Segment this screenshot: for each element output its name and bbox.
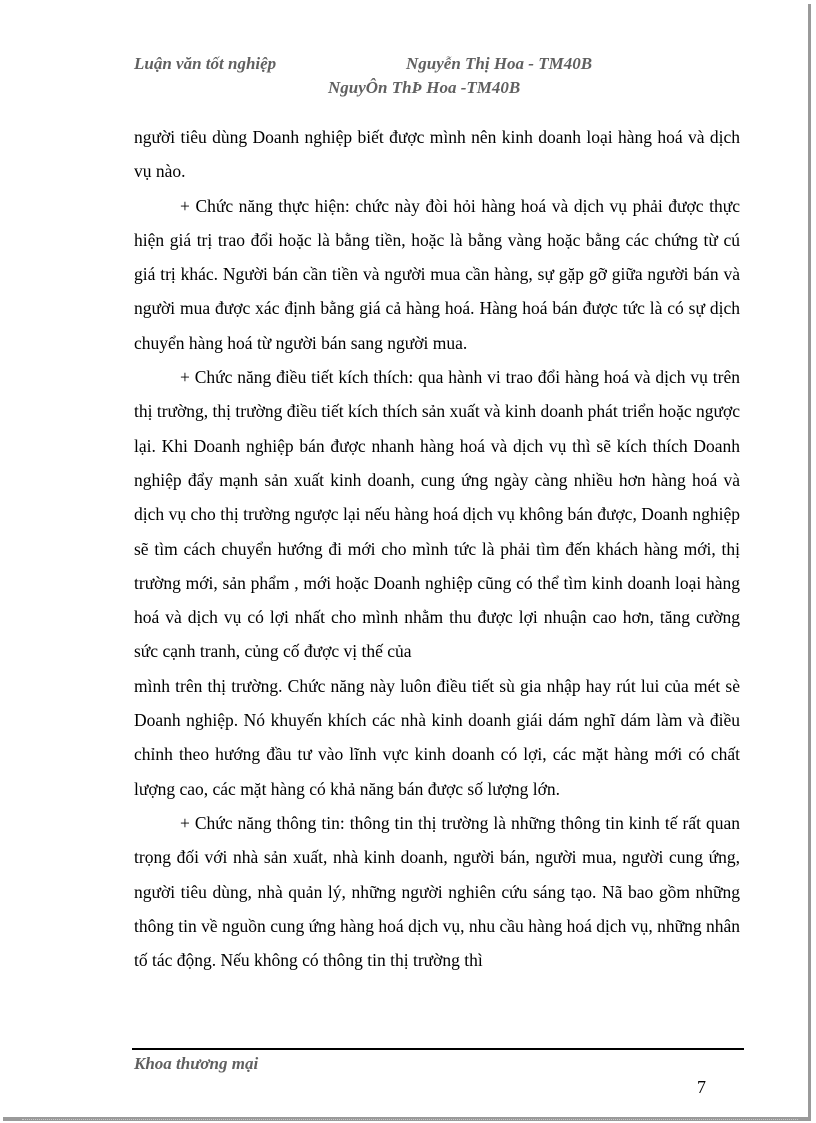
paragraph-regulation-continued: mình trên thị trường. Chức năng này luôn điều tiết sù gia nhập hay rút lui của mét sè Doanh nghiệp. Nó khuyến khích các nhà kinh doanh giái dám nghĩ dám làm và điều chỉnh theo hướng đầu tư vào lĩnh vực kinh doanh có lợi, các mặt hàng mới có chất lượng cao, các mặt hàng có khả năng bán được số lượng lớn. [134, 675, 740, 799]
paragraph-function-regulation: + Chức năng điều tiết kích thích: qua hành vi trao đổi hàng hoá và dịch vụ trên thị trường, thị trường điều tiết kích thích sản xuất và kinh doanh phát triển hoặc ngược lại. Khi Doanh nghiệp bán được nhanh hàng hoá và dịch vụ thì sẽ kích thích Doanh nghiệp đẩy mạnh sản xuất kinh doanh, cung ứng ngày càng nhiều hơn hàng hoá và dịch vụ cho thị trường ngược lại nếu hàng hoá dịch vụ không bán được, Doanh nghiệp sẽ tìm cách chuyển hướng đi mới cho mình tức là phải tìm đến khách hàng mới, thị trường mới, sản phẩm , mới hoặc Doanh nghiệp cũng có thể tìm kinh doanh loại hàng hoá và dịch vụ có lợi nhất cho mình nhằm thu được lợi nhuận cao hơn, tăng cường sức cạnh tranh, củng cố được vị thế của [134, 367, 740, 662]
header-author-garbled: NguyÔn ThÞ Hoa -TM40B [328, 78, 521, 97]
footer-faculty: Khoa thương mại [134, 1054, 259, 1073]
footer-divider [132, 1048, 744, 1050]
header-author: Nguyễn Thị Hoa - TM40B [406, 54, 593, 73]
paragraph-function-realization: + Chức năng thực hiện: chức này đòi hỏi hàng hoá và dịch vụ phải được thực hiện giá trị trao đổi hoặc là bằng tiền, hoặc là bằng vàng hoặc bằng các chứng từ cú giá trị khác. Người bán cần tiền và người mua cần hàng, sự gặp gỡ giữa người bán và người mua được xác định bằng giá cả hàng hoá. Hàng hoá bán được tức là có sự dịch chuyển hàng hoá từ người bán sang người mua. [134, 195, 740, 353]
document-body [134, 120, 740, 977]
header-thesis-title: Luận văn tốt nghiệp [134, 54, 277, 73]
paragraph-function-information: + Chức năng thông tin: thông tin thị trường là những thông tin kinh tế rất quan trọng đối với nhà sản xuất, nhà kinh doanh, người bán, người mua, người cung ứng, người tiêu dùng, nhà quản lý, những người nghiên cứu sáng tạo. Nã bao gồm những thông tin về nguồn cung ứng hàng hoá dịch vụ, nhu cầu hàng hoá dịch vụ, những nhân tố tác động. Nếu không có thông tin thị trường thì [134, 812, 740, 971]
page-bottom-border [22, 1119, 798, 1120]
page-number: 7 [697, 1077, 706, 1097]
paragraph-continued: người tiêu dùng Doanh nghiệp biết được mình nên kinh doanh loại hàng hoá và dịch vụ nào. [134, 127, 740, 182]
